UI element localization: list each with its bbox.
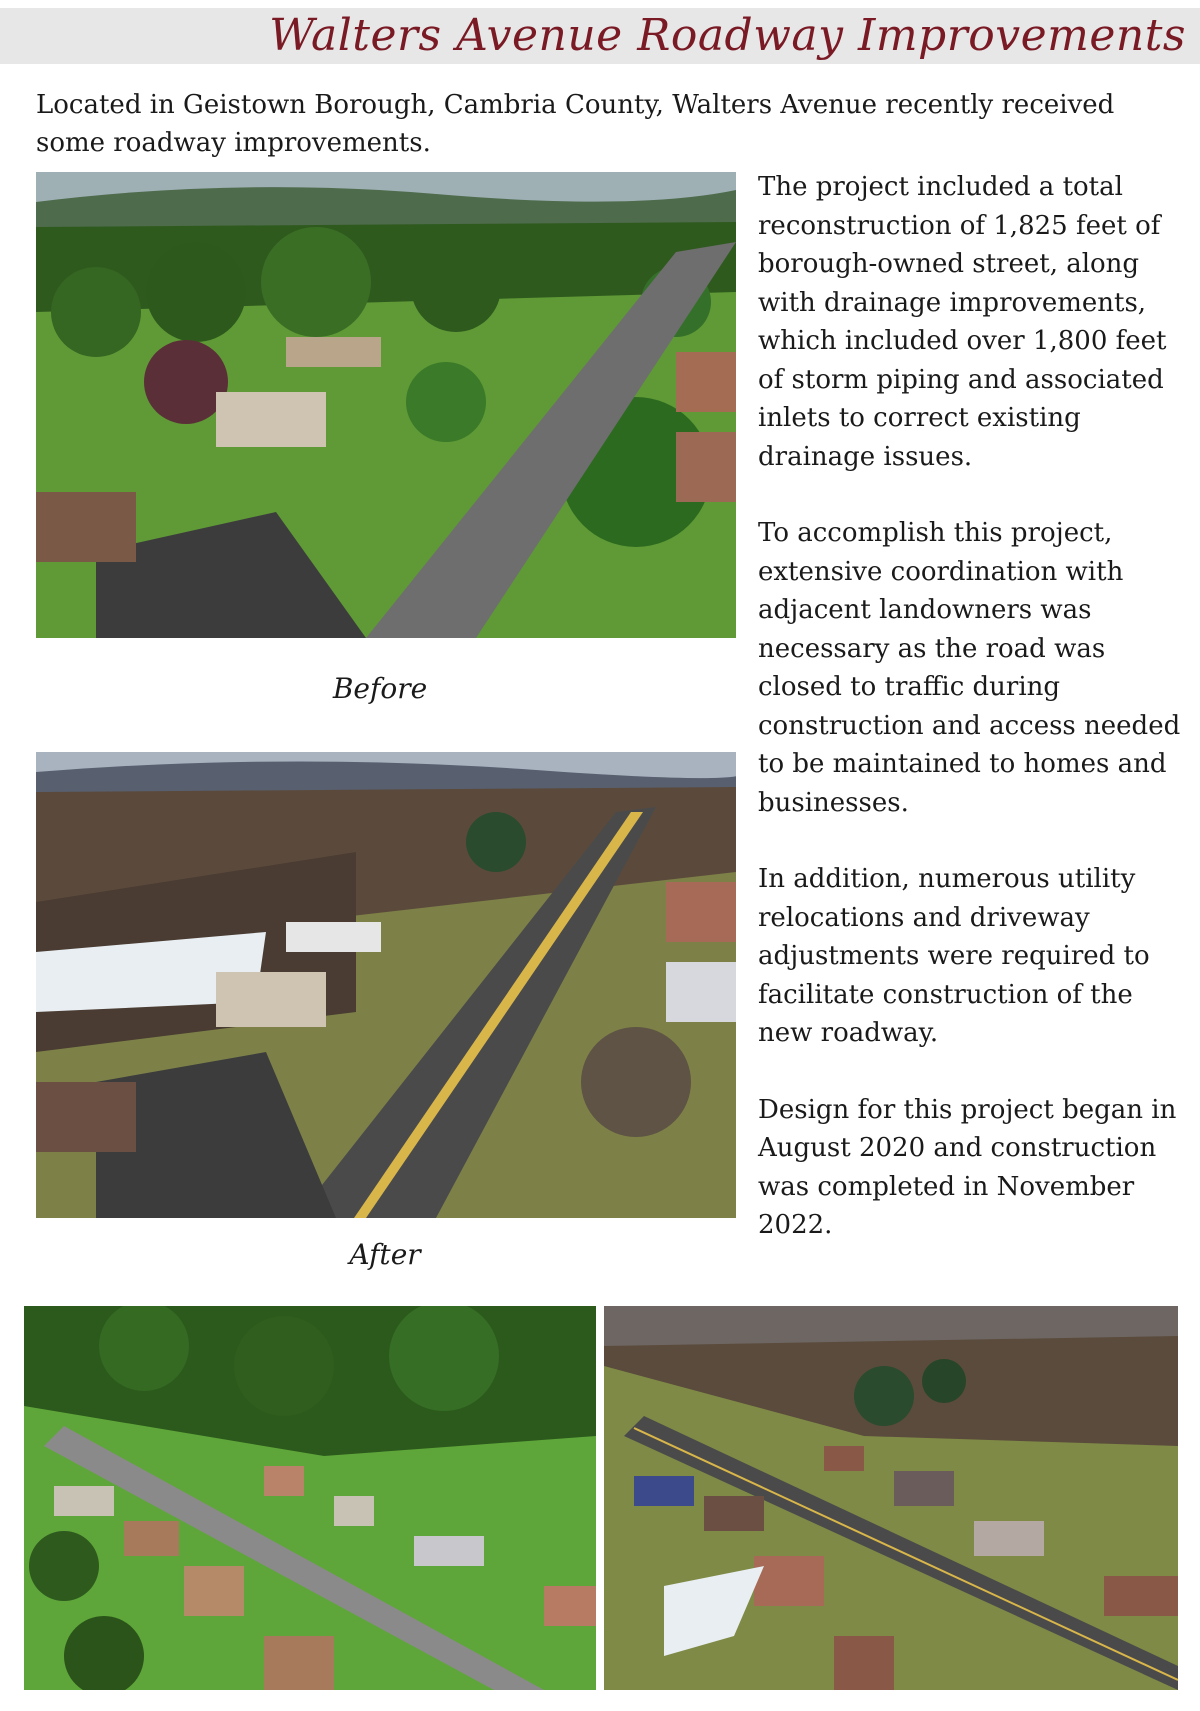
title-bar [0, 8, 1200, 64]
fall-overview-photo [604, 1306, 1178, 1690]
paragraph-utilities: In addition, numerous utility relocations and driveway adjustments were required to facilitate construction of the new roadway. [758, 864, 1150, 1048]
intro-paragraph: Located in Geistown Borough, Cambria County, Walters Avenue recently received some roadway improvements. [36, 90, 1115, 158]
project-description [758, 168, 1188, 1283]
before-caption: Before [332, 672, 428, 705]
paragraph-coordination: To accomplish this project, extensive coordination with adjacent landowners was necessary as the road was closed to traffic during construction and access needed to be maintained to homes and businesses. [758, 518, 1181, 818]
summer-overview-photo [24, 1306, 596, 1690]
paragraph-timeline: Design for this project began in August 2020 and construction was completed in November 2022. [758, 1094, 1177, 1240]
after-caption: After [349, 1238, 421, 1271]
before-photo [36, 172, 736, 638]
after-photo [36, 752, 736, 1218]
page-title: Walters Avenue Roadway Improvements [269, 10, 1186, 61]
paragraph-scope: The project included a total reconstruction of 1,825 feet of borough-owned street, along with drainage improvements, which included over 1,800 feet of storm piping and associated inlets to correct existing drainage issues. [758, 172, 1167, 472]
